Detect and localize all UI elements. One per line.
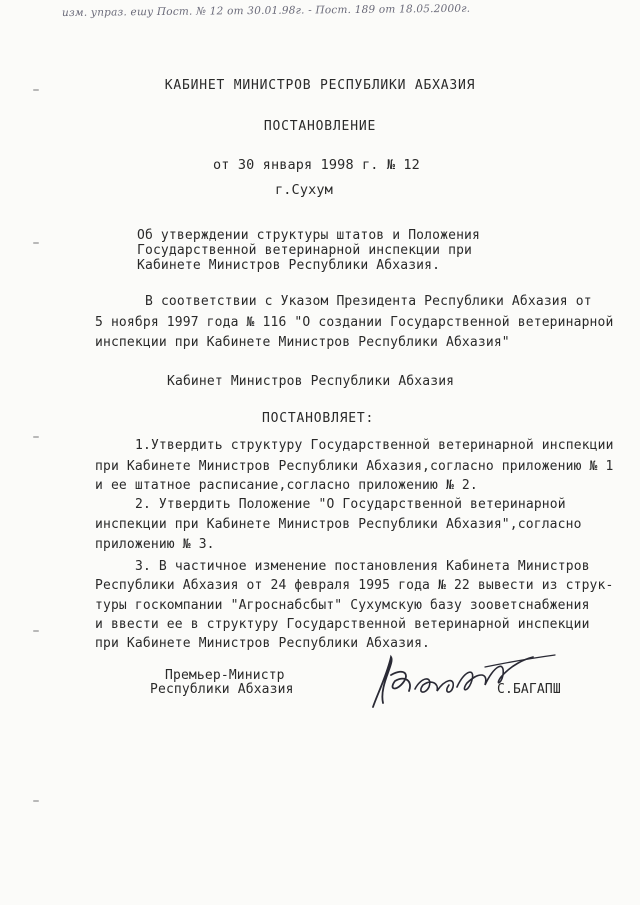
subject-line: Государственной ветеринарной инспекции при [137, 243, 473, 258]
resolves-heading: ПОСТАНОВЛЯЕТ: [262, 411, 375, 426]
date-number: от 30 января 1998 г. № 12 [213, 157, 420, 173]
subject-line: Об утверждении структуры штатов и Положения [137, 228, 480, 243]
document-type: ПОСТАНОВЛЕНИЕ [263, 119, 377, 134]
item-line: при Кабинете Министров Республики Абхазия,согласно приложению № 1 [95, 459, 614, 474]
handwritten-annotation: изм. упраз. ешу Пост. № 12 от 30.01.98г. - Пост. 189 от 18.05.2000г. [61, 2, 471, 20]
signatory-title-line: Премьер-Министр [165, 668, 285, 683]
organization-heading: КАБИНЕТ МИНИСТРОВ РЕСПУБЛИКИ АБХАЗИЯ [164, 78, 476, 93]
signatory-title-line: Республики Абхазия [150, 682, 294, 697]
margin-mark [33, 800, 39, 802]
item-line: инспекции при Кабинете Министров Республики Абхазия",согласно [95, 517, 582, 532]
item-line: Республики Абхазия от 24 февраля 1995 года № 22 вывести из струк- [95, 578, 614, 593]
cabinet-line: Кабинет Министров Республики Абхазия [167, 374, 455, 389]
subject-line: Кабинете Министров Республики Абхазия. [137, 258, 441, 273]
margin-mark [33, 630, 39, 632]
item-line: при Кабинете Министров Республики Абхазия. [95, 636, 431, 651]
margin-mark [33, 436, 39, 438]
item-line: 2. Утвердить Положение "О Государственной ветеринарной [135, 497, 566, 512]
item-line: туры госкомпании "Агроснабсбыт" Сухумскую базу зооветснабжения [95, 598, 590, 613]
preamble-line: 5 ноября 1997 года № 116 "О создании Государственной ветеринарной [95, 315, 614, 330]
handwritten-signature [365, 645, 565, 717]
item-line: и ее штатное расписание,согласно приложению № 2. [95, 478, 478, 493]
preamble-line: В соответствии с Указом Президента Республики Абхазия от [145, 294, 592, 309]
margin-mark [33, 242, 39, 244]
preamble-line: инспекции при Кабинете Министров Республики Абхазия" [95, 335, 510, 350]
item-line: и ввести ее в структуру Государственной ветеринарной инспекции [95, 617, 590, 632]
item-line: 3. В частичное изменение постановления Кабинета Министров [135, 559, 590, 574]
city: г.Сухум [275, 182, 333, 198]
item-line: приложению № 3. [95, 537, 215, 552]
signatory-name: С.БАГАПШ [497, 682, 561, 697]
item-line: 1.Утвердить структуру Государственной ветеринарной инспекции [135, 438, 614, 453]
